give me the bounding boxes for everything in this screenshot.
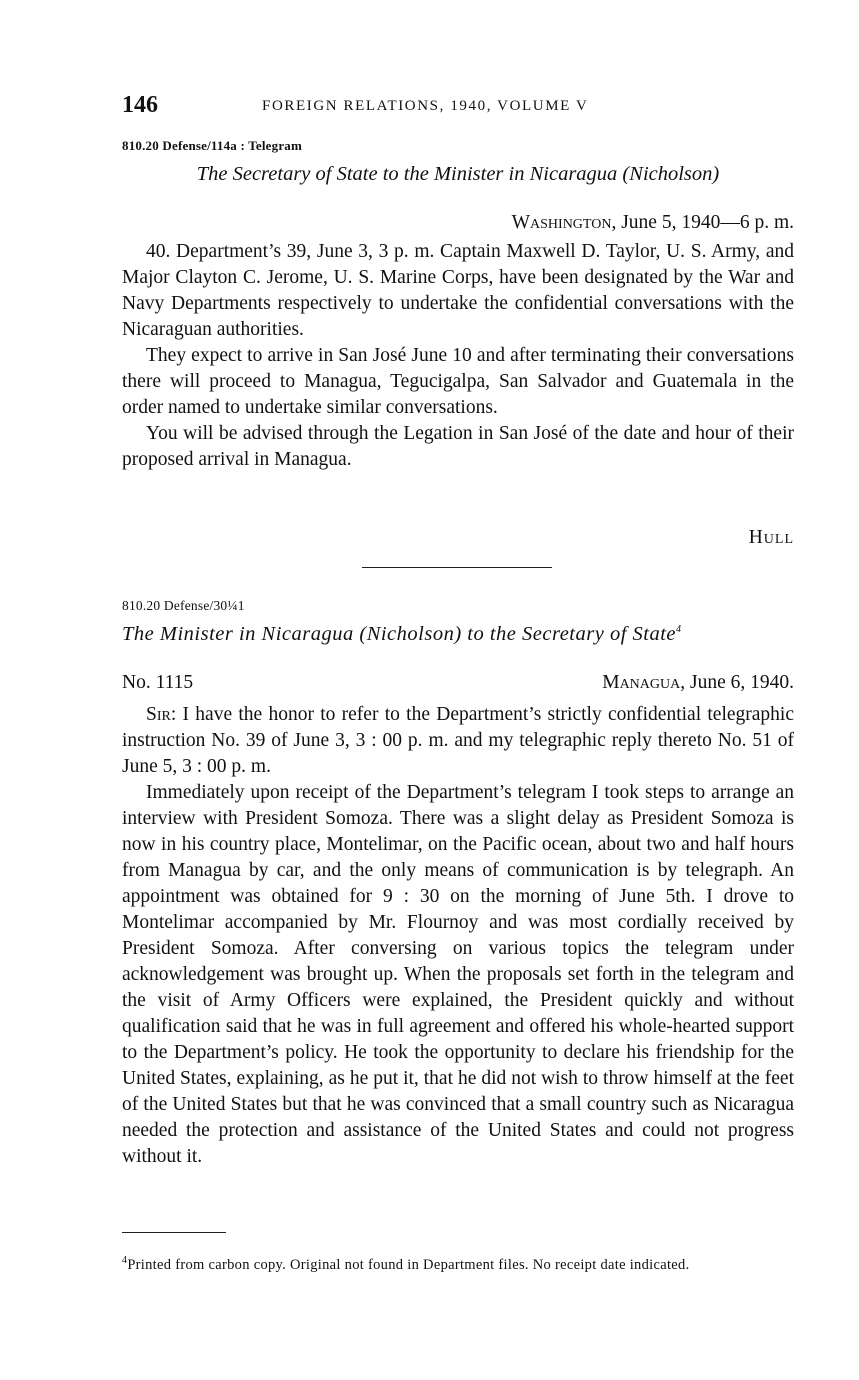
doc1-title-name: Nicholson (629, 163, 713, 185)
doc2-title-part1: The Minister in Nicaragua ( (122, 623, 367, 645)
doc1-title (122, 163, 794, 186)
doc1-signature: Hull (748, 527, 794, 548)
footnote-rule (122, 1232, 226, 1233)
doc2-dateline-rest: , June 6, 1940. (680, 672, 794, 693)
footnote-text: Printed from carbon copy. Original not found in Department files. No receipt date indicated. (127, 1256, 690, 1273)
doc1-title-part1: The Secretary of State to the Minister in Nicaragua ( (196, 163, 630, 185)
doc1-dateline-rest: , June 5, 1940—6 p. m. (611, 212, 794, 233)
doc2-number: No. 1115 (122, 672, 194, 693)
page-number: 146 (122, 92, 158, 118)
doc1-dateline (122, 212, 794, 234)
document-page (122, 0, 794, 1380)
doc2-title-part2: ) to the Secretary of State (454, 623, 677, 645)
doc2-dateline (602, 672, 794, 694)
doc2-paragraph-1-text: : I have the honor to refer to the Department’s strictly confidential telegraphic instruction No. 39 of June 3, 3 : 00 p. m. and my telegraphic reply thereto No. 51 of June 5, 3 : 00 p. m. (122, 704, 794, 777)
doc2-paragraph-1 (122, 702, 794, 780)
doc1-paragraph: You will be advised through the Legation in San José of the date and hour of their proposed arrival in Managua. (122, 423, 794, 470)
page-header (122, 92, 794, 122)
doc1-title-part2: ) (712, 163, 720, 185)
doc1-paragraph: They expect to arrive in San José June 10 and after terminating their conversations there will proceed to Managua, Tegucigalpa, San Salvador and Guatemala in the order named to undertake similar conversations. (122, 345, 794, 418)
doc2-number-dateline (122, 672, 794, 694)
doc2-salutation: Sir (146, 704, 171, 725)
doc1-file-ref: 810.20 Defense/114a : Telegram (122, 138, 303, 153)
footnote (122, 1252, 794, 1274)
doc2-title-name: Nicholson (366, 623, 455, 645)
doc2-body (122, 702, 794, 1170)
doc1-paragraph: 40. Department’s 39, June 3, 3 p. m. Captain Maxwell D. Taylor, U. S. Army, and Major Clayton C. Jerome, U. S. Marine Corps, have been designated by the War and Navy Departments respectively to undertake the confidential conversations with the Nicaraguan authorities. (122, 241, 794, 340)
doc2-dateline-place: Managua (602, 672, 681, 693)
doc1-body (122, 239, 794, 473)
doc2-title (122, 623, 794, 646)
section-divider (362, 567, 552, 568)
doc2-paragraph-2: Immediately upon receipt of the Department’s telegram I took steps to arrange an interview with President Somoza. There was a slight delay as President Somoza is now in his country place, Montelimar, on the Pacific ocean, about two and half hours from Managua by car, and the only means of communication is by telegraph. An appointment was obtained for 9 : 30 on the morning of June 5th. I drove to Montelimar accompanied by Mr. Flournoy and was most cordially received by President Somoza. After conversing on various topics the telegram under acknowledgement was brought up. When the proposals set forth in the telegram and the visit of Army Officers were explained, the President quickly and without qualification said that he was in full agreement and offered his whole-hearted support to the Department’s policy. He took the opportunity to declare his friendship for the United States, explaining, as he put it, that he did not wish to throw himself at the feet of the United States but that he was convinced that a small country such as Nicaragua needed the protection and assistance of the United States and could not progress without it. (122, 782, 794, 1167)
running-head: FOREIGN RELATIONS, 1940, VOLUME V (262, 98, 589, 114)
doc1-dateline-place: Washington (511, 212, 612, 233)
footnote-marker: 4 (122, 1255, 128, 1266)
footnote-reference: 4 (676, 624, 682, 636)
doc2-file-ref: 810.20 Defense/30¼1 (122, 598, 245, 613)
